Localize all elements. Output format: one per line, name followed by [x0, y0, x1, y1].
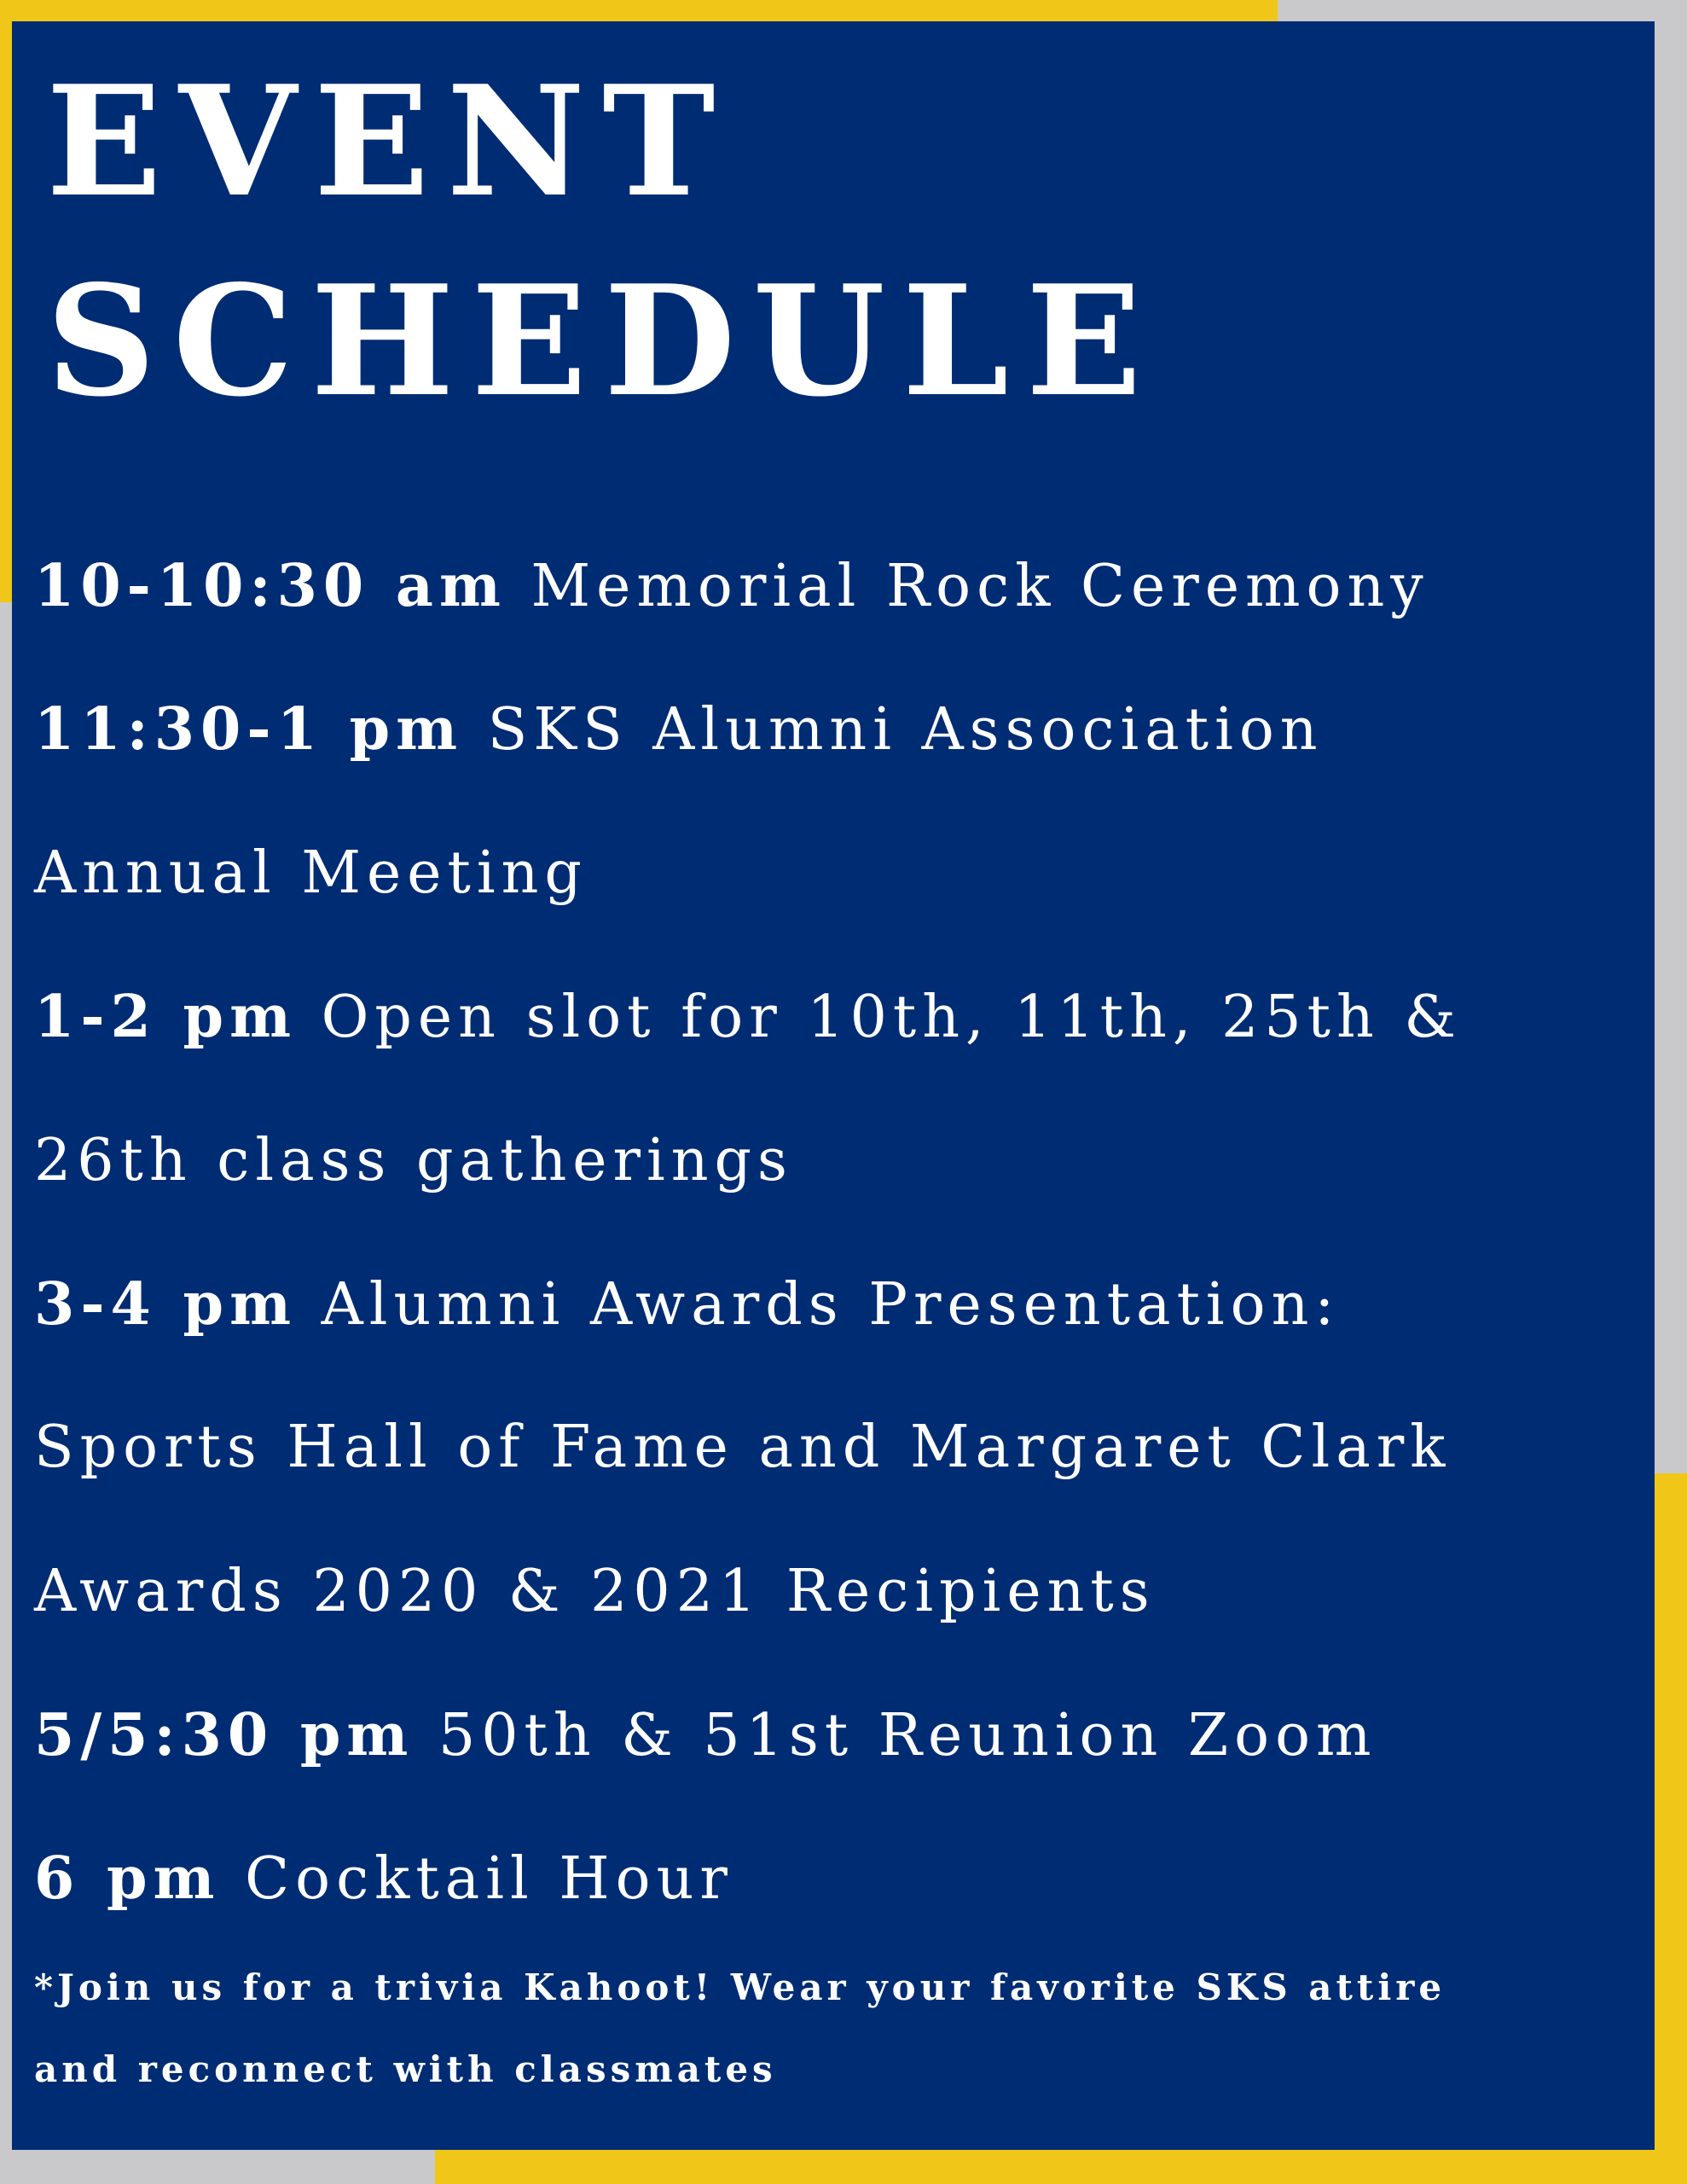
- schedule-time: 3-4 pm: [34, 1270, 298, 1339]
- page-title-line-1: EVENT: [46, 52, 733, 230]
- schedule-line: [34, 1414, 1452, 1481]
- schedule-line: [34, 839, 588, 907]
- schedule-line: [34, 983, 1462, 1051]
- schedule-text: 26th class gatherings: [34, 1127, 793, 1194]
- schedule-time: 5/5:30 pm: [34, 1701, 415, 1769]
- schedule-line: [34, 552, 1429, 620]
- footnote-line-2: and reconnect with classmates: [34, 2048, 777, 2090]
- footnote-line-1: *Join us for a trivia Kahoot! Wear your favorite SKS attire: [34, 1966, 1446, 2008]
- schedule-text: Cocktail Hour: [245, 1845, 733, 1913]
- schedule-text: 50th & 51st Reunion Zoom: [438, 1702, 1377, 1769]
- schedule-text: Annual Meeting: [34, 839, 588, 907]
- schedule-line: [34, 1558, 1156, 1625]
- schedule-time: 6 pm: [34, 1844, 221, 1913]
- schedule-line: [34, 1127, 793, 1194]
- schedule-text: Open slot for 10th, 11th, 25th &: [321, 984, 1462, 1051]
- schedule-time: 10-10:30 am: [34, 552, 507, 620]
- schedule-text: SKS Alumni Association: [487, 696, 1324, 764]
- schedule-line: [34, 1270, 1341, 1339]
- page-title-line-2: SCHEDULE: [46, 252, 1159, 430]
- schedule-text: Alumni Awards Presentation:: [321, 1271, 1341, 1339]
- schedule-time: 11:30-1 pm: [34, 695, 464, 764]
- schedule-text: Awards 2020 & 2021 Recipients: [34, 1558, 1156, 1625]
- schedule-line: [34, 1844, 733, 1913]
- schedule-time: 1-2 pm: [34, 983, 298, 1051]
- schedule-line: [34, 695, 1324, 764]
- schedule-panel: [12, 21, 1655, 2150]
- schedule-text: Sports Hall of Fame and Margaret Clark: [34, 1414, 1452, 1481]
- schedule-line: [34, 1701, 1377, 1769]
- schedule-text: Memorial Rock Ceremony: [530, 553, 1429, 620]
